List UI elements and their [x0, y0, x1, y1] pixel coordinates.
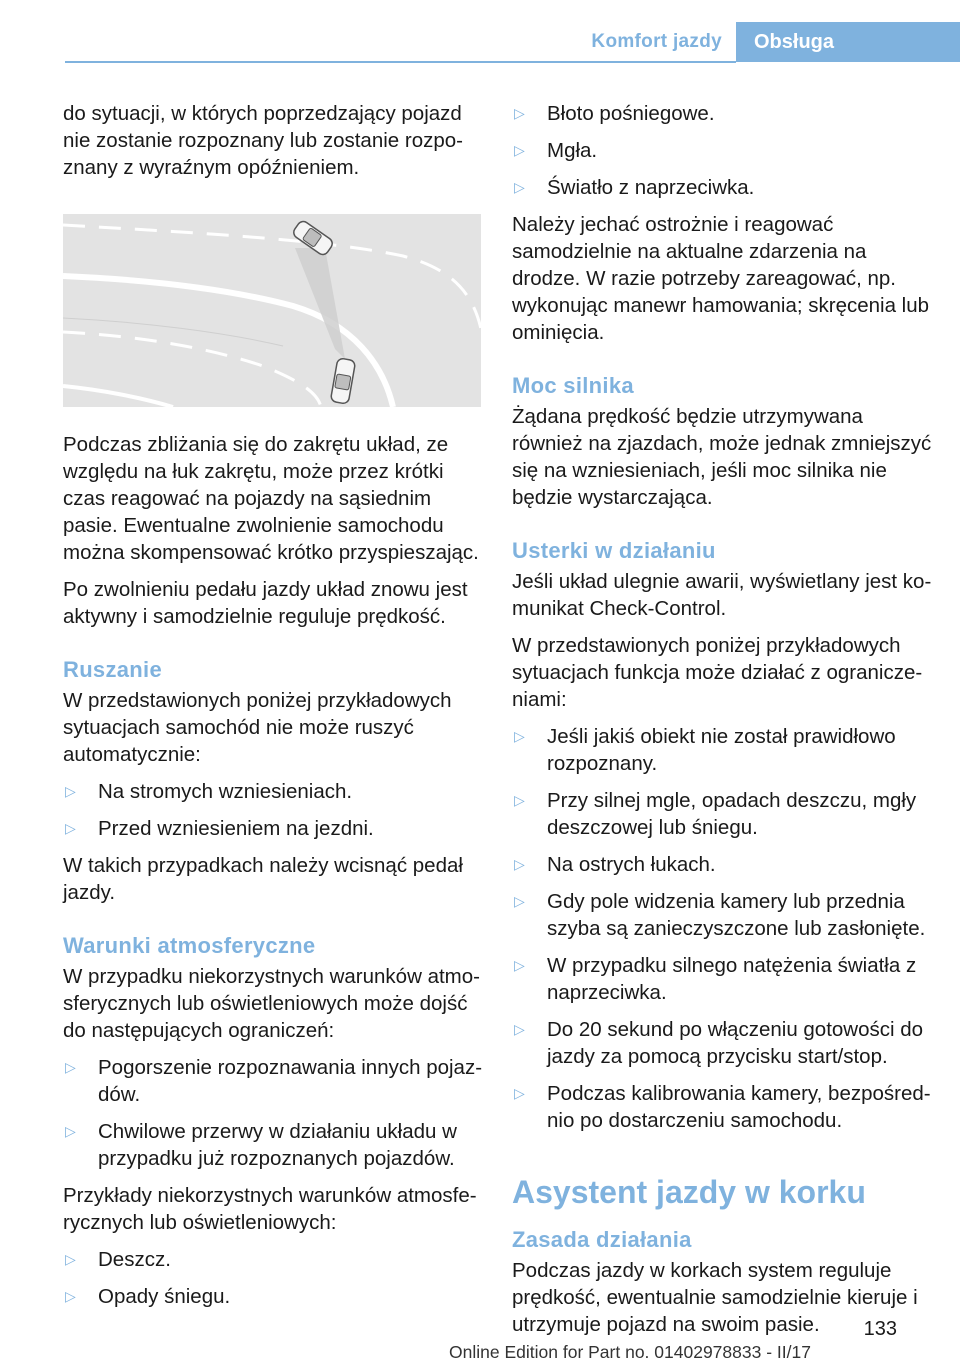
list-item: ▷ Na stromych wzniesieniach. — [65, 780, 353, 803]
list-item: ▷ Gdy pole widzenia kamery lub przednia szyba są zanieczyszczone lub zasłonięte. — [514, 890, 926, 940]
triangle-bullet-icon: ▷ — [514, 856, 525, 872]
paragraph: W przedstawionych poniżej przykładowych sytuacjach funkcja może działać z ograniczeniami: — [512, 634, 923, 711]
bullet-list — [512, 723, 932, 1134]
triangle-bullet-icon: ▷ — [65, 1288, 76, 1304]
list-item: ▷ Jeśli jakiś obiekt nie został prawidłowo rozpoznany. — [514, 725, 896, 775]
bullet-list — [63, 1054, 483, 1172]
triangle-bullet-icon: ▷ — [65, 1059, 76, 1075]
triangle-bullet-icon: ▷ — [514, 957, 525, 973]
paragraph: Przykłady niekorzystnych warunków atmosferycznych lub oświetleniowych: — [63, 1184, 477, 1234]
list-item: ▷ Przed wzniesieniem na jezdni. — [65, 817, 374, 840]
heading-moc-silnika: Moc silnika — [512, 373, 634, 398]
page-number: 133 — [863, 1318, 897, 1340]
heading-warunki: Warunki atmosferyczne — [63, 933, 316, 958]
heading-zasada: Zasada działania — [512, 1227, 692, 1252]
section-title: Komfort jazdy — [591, 31, 722, 52]
chapter-title: Obsługa — [736, 22, 960, 62]
list-item: ▷ Do 20 sekund po włączeniu gotowości do jazdy za pomocą przycisku start/stop. — [514, 1018, 924, 1068]
paragraph: W przedstawionych poniżej przykładowych sytuacjach samochód nie może ruszyć automatycznie: — [63, 689, 452, 766]
paragraph: W przypadku niekorzystnych warunków atmosferycznych lub oświetleniowych może dojść do następujących ograniczeń: — [63, 965, 480, 1042]
list-item: ▷ W przypadku silnego natężenia światła z naprzeciwka. — [514, 954, 917, 1004]
page-header — [0, 22, 960, 62]
paragraph: do sytuacji, w których poprzedzający pojazd nie zostanie rozpoznany lub zostanie rozpoznany z wyraźnym opóźnieniem. — [63, 102, 463, 179]
list-item: ▷ Deszcz. — [65, 1248, 171, 1271]
triangle-bullet-icon: ▷ — [514, 142, 525, 158]
triangle-bullet-icon: ▷ — [514, 728, 525, 744]
list-item: ▷ Mgła. — [514, 139, 598, 162]
paragraph: Podczas zbliżania się do zakrętu układ, ze względu na łuk zakrętu, może przez krótki czas reagować na pojazdy na sąsiednim pasie. Ewentualne zwolnienie samochodu można skompensować krótko przyspieszając. — [63, 433, 479, 564]
list-item: ▷ Opady śniegu. — [65, 1285, 231, 1308]
list-item: ▷ Światło z naprzeciwka. — [514, 176, 755, 199]
header-rule — [65, 61, 736, 63]
triangle-bullet-icon: ▷ — [514, 179, 525, 195]
left-column — [63, 100, 483, 1320]
triangle-bullet-icon: ▷ — [514, 1021, 525, 1037]
heading-usterki: Usterki w działaniu — [512, 538, 716, 563]
triangle-bullet-icon: ▷ — [514, 105, 525, 121]
paragraph: W takich przypadkach należy wcisnąć pedał jazdy. — [63, 854, 463, 904]
bullet-list — [63, 778, 483, 842]
paragraph: Podczas jazdy w korkach system reguluje prędkość, ewentualnie samodzielnie kieruje i utrzymuje pojazd na swoim pasie. — [512, 1259, 918, 1336]
triangle-bullet-icon: ▷ — [65, 820, 76, 836]
list-item: ▷ Pogorszenie rozpoznawania innych pojazdów. — [65, 1056, 483, 1106]
triangle-bullet-icon: ▷ — [65, 1123, 76, 1139]
triangle-bullet-icon: ▷ — [65, 783, 76, 799]
list-item: ▷ Przy silnej mgle, opadach deszczu, mgły deszczowej lub śniegu. — [514, 789, 917, 839]
list-item: ▷ Chwilowe przerwy w działaniu układu w przypadku już rozpoznanych pojazdów. — [65, 1120, 457, 1170]
curve-illustration — [63, 214, 481, 407]
triangle-bullet-icon: ▷ — [514, 792, 525, 808]
footer-edition: Online Edition for Part no. 01402978833 - II/17 — [449, 1342, 811, 1362]
list-item: ▷ Na ostrych łukach. — [514, 853, 716, 876]
paragraph: Jeśli układ ulegnie awarii, wyświetlany jest komunikat Check-Control. — [512, 570, 932, 620]
paragraph: Po zwolnieniu pedału jazdy układ znowu jest aktywny i samodzielnie reguluje prędkość. — [63, 578, 468, 628]
right-column — [512, 100, 932, 1348]
heading-ruszanie: Ruszanie — [63, 657, 162, 682]
paragraph: Żądana prędkość będzie utrzymywana również na zjazdach, może jednak zmniejszyć się na wzniesieniach, jeśli moc silnika nie będzie wystarczająca. — [512, 405, 932, 509]
list-item: ▷ Podczas kalibrowania kamery, bezpośrednio po dostarczeniu samochodu. — [514, 1082, 931, 1132]
triangle-bullet-icon: ▷ — [65, 1251, 76, 1267]
triangle-bullet-icon: ▷ — [514, 893, 525, 909]
bullet-list — [512, 100, 932, 201]
bullet-list — [63, 1246, 483, 1310]
triangle-bullet-icon: ▷ — [514, 1085, 525, 1101]
heading-asystent: Asystent jazdy w korku — [512, 1174, 866, 1210]
paragraph: Należy jechać ostrożnie i reagować samodzielnie na aktualne zdarzenia na drodze. W razie potrzeby zareagować, np. wykonując manewr hamowania; skręcenia lub ominięcia. — [512, 213, 930, 344]
list-item: ▷ Błoto pośniegowe. — [514, 102, 715, 125]
